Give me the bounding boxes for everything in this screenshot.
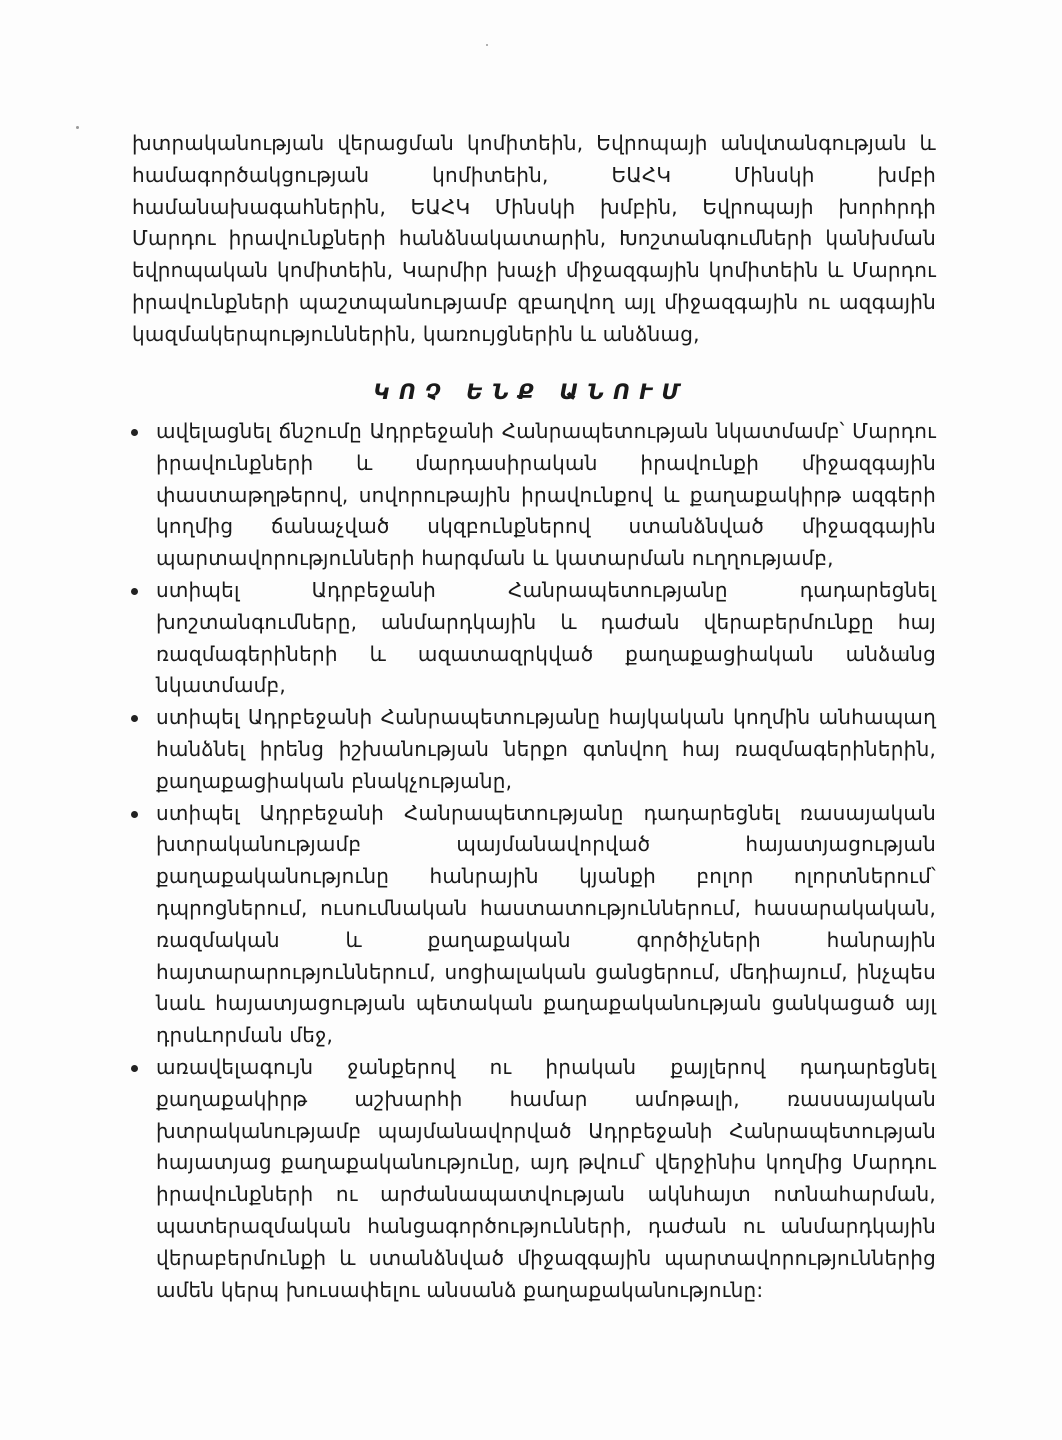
list-item-text: ստիպել Ադրբեջանի Հանրապետությանը դադարեցնել խոշտանգումները, անմարդկային և դաժան վերաբերմունքը հայ ռազմագերիների և ազատազրկված քաղաքացիական անձանց նկատմամբ,: [156, 577, 936, 698]
list-item-text: առավելագույն ջանքերով ու իրական քայլերով դադարեցնել քաղաքակիրթ աշխարհի համար ամոթալի, ռասսայական խտրականությամբ պայմանավորված Ադրբեջանի Հանրապետության հայատյաց քաղաքականությունը, այդ թվում՝ վերջինիս կողմից Մարդու իրավունքների ու արժանապատվության ակնհայտ ոտնահարման, պատերազմական հանցագործությունների, դաժան ու անմարդկային վերաբերմունքի և ստանձնված միջազգային պարտավորություններից ամեն կերպ խուսափելու անսանձ քաղաքականությունը:: [156, 1054, 936, 1302]
scan-speck: [76, 126, 79, 129]
list-item: [156, 1052, 936, 1306]
bullet-icon: [131, 1065, 138, 1072]
list-item-text: ստիպել Ադրբեջանի Հանրապետությանը դադարեցնել ռասայական խտրականությամբ պայմանավորված հայատյացության քաղաքականությունը հանրային կյանքի բոլոր ոլորտներում՝ դպրոցներում, ուսումնական հաստատություններում, հասարակական, ռազմական և քաղաքական գործիչների հանրային հայտարարություններում, սոցիալական ցանցերում, մեդիայում, ինչպես նաև հայատյացության պետական քաղաքականության ցանկացած այլ դրսևորման մեջ,: [156, 800, 936, 1048]
scan-speck: [486, 44, 488, 46]
demands-list: [156, 416, 936, 1306]
bullet-icon: [131, 588, 138, 595]
bullet-icon: [131, 429, 138, 436]
list-item: [156, 575, 936, 702]
list-item: [156, 702, 936, 797]
bullet-icon: [131, 811, 138, 818]
list-item-text: ստիպել Ադրբեջանի Հանրապետությանը հայկական կողմին անհապաղ հանձնել իրենց իշխանության ներքո գտնվող հայ ռազմագերիներին, քաղաքացիական բնակչությանը,: [156, 705, 936, 793]
section-heading: ԿՈՉ ԵՆՔ ԱՆՈՒՄ: [373, 380, 689, 404]
list-item: [156, 798, 936, 1052]
intro-paragraph: խտրականության վերացման կոմիտեին, Եվրոպայի անվտանգության և համագործակցության կոմիտեին, ԵԱՀԿ Մինսկի խմբի համանախագահներին, ԵԱՀԿ Մինսկի խմբին, Եվրոպայի խորհրդի Մարդու իրավունքների հանձնակատարին, Խոշտանգումների կանխման եվրոպական կոմիտեին, Կարմիր խաչի միջազգային կոմիտեին և Մարդու իրավունքների պաշտպանությամբ զբաղվող այլ միջազգային ու ազգային կազմակերպություններին, կառույցներին և անձնաց,: [132, 131, 936, 346]
list-item-text: ավելացնել ճնշումը Ադրբեջանի Հանրապետության նկատմամբ՝ Մարդու իրավունքների և մարդասիրական իրավունքի միջազգային փաստաթղթերով, սովորութային իրավունքով և քաղաքակիրթ ազգերի կողմից ճանաչված սկզբունքներով ստանձնված միջազգային պարտավորությունների հարգման և կատարման ուղղությամբ,: [156, 419, 936, 571]
list-item: [156, 416, 936, 575]
bullet-icon: [131, 715, 138, 722]
